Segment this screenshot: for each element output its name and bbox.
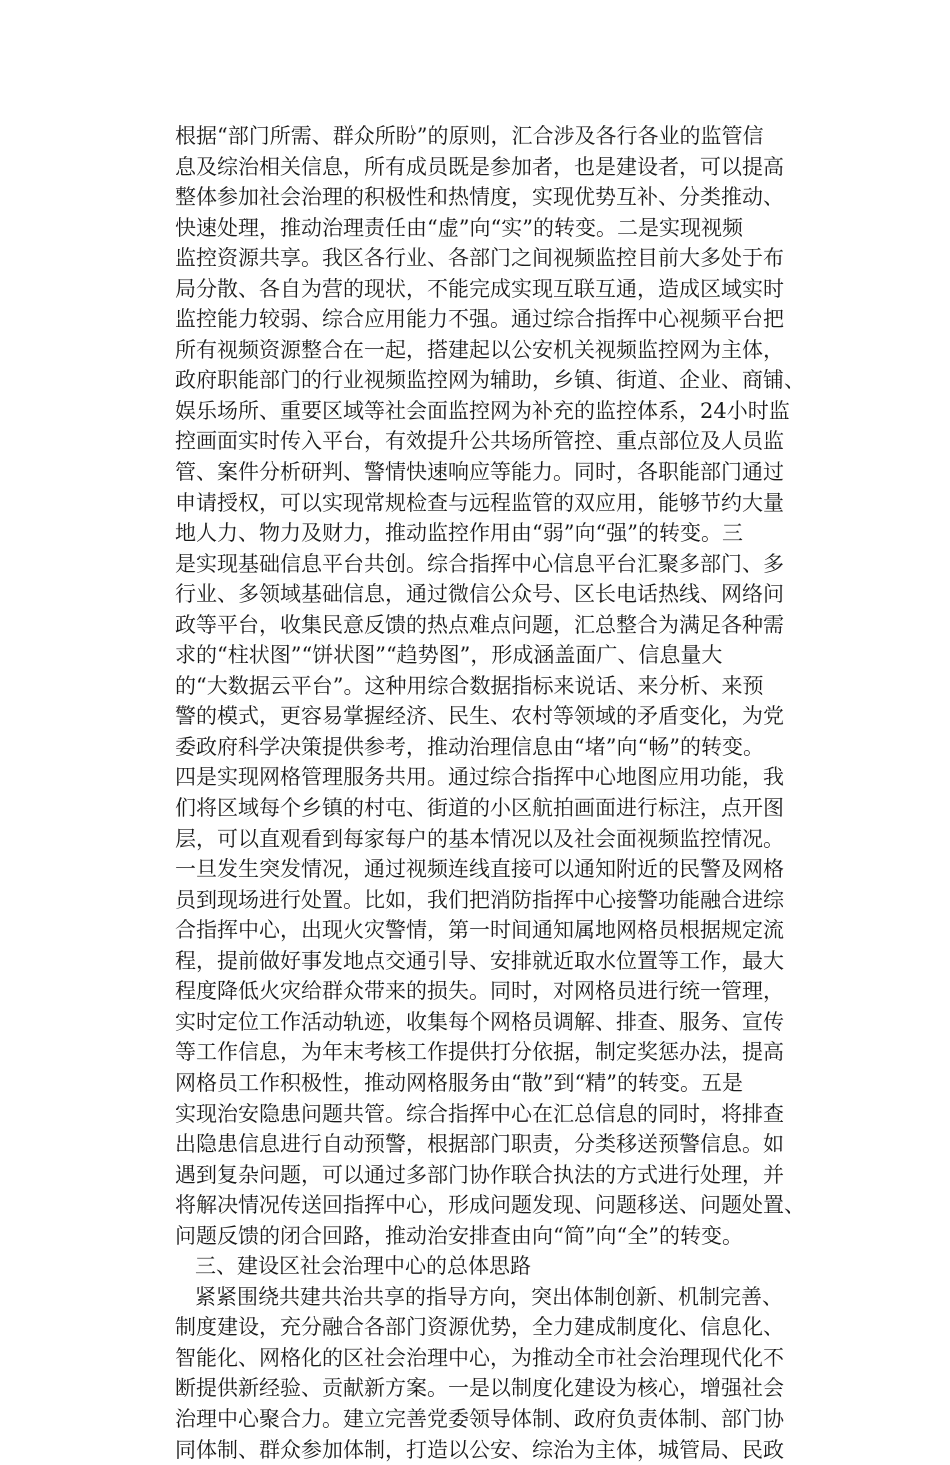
text-line: 紧紧围绕共建共治共享的指导方向，突出体制创新、机制完善、 bbox=[195, 1284, 783, 1309]
text-line: 问题反馈的闭合回路，推动治安排查由向“简”向“全”的转变。 bbox=[175, 1223, 743, 1248]
text-line: 四是实现网格管理服务共用。通过综合指挥中心地图应用功能，我 bbox=[175, 765, 784, 790]
text-line: 息及综治相关信息，所有成员既是参加者，也是建设者，可以提高 bbox=[175, 154, 784, 179]
text-line: 整体参加社会治理的积极性和热情度，实现优势互补、分类推动、 bbox=[175, 185, 784, 210]
text-line: 将解决情况传送回指挥中心，形成问题发现、问题移送、问题处置、 bbox=[175, 1193, 805, 1218]
text-line: 监控资源共享。我区各行业、各部门之间视频监控目前大多处于布 bbox=[175, 246, 784, 271]
text-line: 员到现场进行处置。比如，我们把消防指挥中心接警功能融合进综 bbox=[175, 887, 784, 912]
text-line: 智能化、网格化的区社会治理中心，为推动全市社会治理现代化不 bbox=[175, 1345, 784, 1370]
text-line: 实时定位工作活动轨迹，收集每个网格员调解、排查、服务、宣传 bbox=[175, 1009, 784, 1034]
text-line: 监控能力较弱、综合应用能力不强。通过综合指挥中心视频平台把 bbox=[175, 307, 784, 332]
text-line: 政等平台，收集民意反馈的热点难点问题，汇总整合为满足各种需 bbox=[175, 612, 784, 637]
text-line: 求的“柱状图”“饼状图”“趋势图”，形成涵盖面广、信息量大 bbox=[175, 643, 723, 668]
text-line: 出隐患信息进行自动预警，根据部门职责，分类移送预警信息。如 bbox=[175, 1132, 784, 1157]
text-line: 局分散、各自为营的现状，不能完成实现互联互通，造成区域实时 bbox=[175, 276, 784, 301]
text-line: 层，可以直观看到每家每户的基本情况以及社会面视频监控情况。 bbox=[175, 826, 784, 851]
text-line: 程，提前做好事发地点交通引导、安排就近取水位置等工作，最大 bbox=[175, 948, 784, 973]
text-line: 合指挥中心，出现火灾警情，第一时间通知属地网格员根据规定流 bbox=[175, 918, 784, 943]
text-line: 一旦发生突发情况，通过视频连线直接可以通知附近的民警及网格 bbox=[175, 857, 784, 882]
text-line: 程度降低火灾给群众带来的损失。同时，对网格员进行统一管理， bbox=[175, 979, 784, 1004]
text-line: 制度建设，充分融合各部门资源优势，全力建成制度化、信息化、 bbox=[175, 1315, 784, 1340]
text-line: 遇到复杂问题，可以通过多部门协作联合执法的方式进行处理，并 bbox=[175, 1162, 784, 1187]
text-line: 是实现基础信息平台共创。综合指挥中心信息平台汇聚多部门、多 bbox=[175, 551, 784, 576]
text-line: 的“大数据云平台”。这种用综合数据指标来说话、来分析、来预 bbox=[175, 673, 764, 698]
text-line: 网格员工作积极性，推动网格服务由“散”到“精”的转变。五是 bbox=[175, 1070, 743, 1095]
text-line: 根据“部门所需、群众所盼”的原则，汇合涉及各行各业的监管信 bbox=[175, 124, 764, 148]
text-line: 管、案件分析研判、警情快速响应等能力。同时，各职能部门通过 bbox=[175, 460, 784, 485]
text-line: 娱乐场所、重要区域等社会面监控网为补充的监控体系，24小时监 bbox=[175, 398, 790, 423]
text-line: 所有视频资源整合在一起，搭建起以公安机关视频监控网为主体， bbox=[175, 337, 784, 362]
text-line: 委政府科学决策提供参考，推动治理信息由“堵”向“畅”的转变。 bbox=[175, 734, 764, 759]
text-line: 申请授权，可以实现常规检查与远程监管的双应用，能够节约大量 bbox=[175, 490, 784, 515]
text-line: 地人力、物力及财力，推动监控作用由“弱”向“强”的转变。三 bbox=[175, 521, 743, 546]
text-line: 同体制、群众参加体制，打造以公安、综治为主体，城管局、民政 bbox=[175, 1437, 784, 1462]
text-line: 等工作信息，为年末考核工作提供打分依据，制定奖惩办法，提高 bbox=[175, 1040, 784, 1065]
text-line: 们将区域每个乡镇的村屯、街道的小区航拍画面进行标注，点开图 bbox=[175, 796, 784, 821]
text-line: 控画面实时传入平台，有效提升公共场所管控、重点部位及人员监 bbox=[175, 429, 784, 454]
text-line: 断提供新经验、贡献新方案。一是以制度化建设为核心，增强社会 bbox=[175, 1376, 784, 1401]
text-line: 政府职能部门的行业视频监控网为辅助，乡镇、街道、企业、商铺、 bbox=[175, 368, 805, 393]
section-heading: 三、建设区社会治理中心的总体思路 bbox=[195, 1254, 531, 1279]
text-line: 实现治安隐患问题共管。综合指挥中心在汇总信息的同时，将排查 bbox=[175, 1101, 784, 1126]
text-line: 快速处理，推动治理责任由“虚”向“实”的转变。二是实现视频 bbox=[175, 215, 743, 240]
document-body bbox=[175, 121, 823, 1465]
text-line: 治理中心聚合力。建立完善党委领导体制、政府负责体制、部门协 bbox=[175, 1406, 784, 1431]
text-line: 行业、多领域基础信息，通过微信公众号、区长电话热线、网络问 bbox=[175, 582, 784, 607]
text-line: 警的模式，更容易掌握经济、民生、农村等领域的矛盾变化，为党 bbox=[175, 704, 784, 729]
